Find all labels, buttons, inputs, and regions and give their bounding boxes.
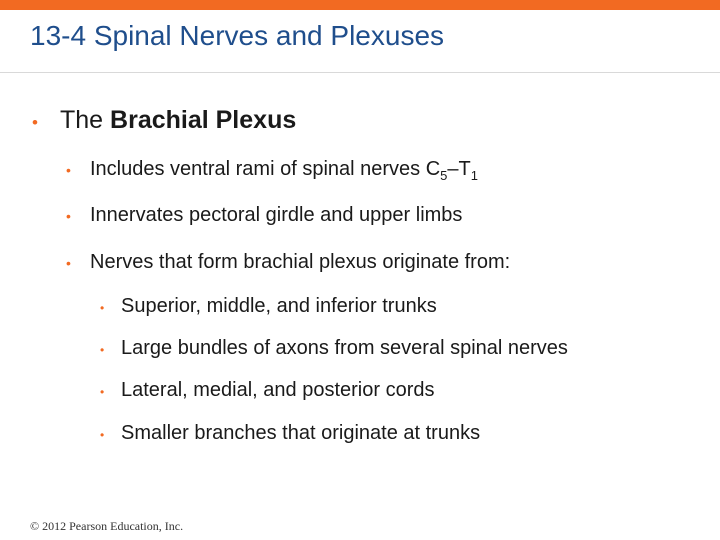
sub-sub-bullet-text: Lateral, medial, and posterior cords bbox=[121, 379, 435, 401]
bullet-bold-term: Brachial Plexus bbox=[110, 106, 297, 134]
bullet-dot-icon: • bbox=[100, 343, 105, 357]
bullet-dot-icon: • bbox=[32, 113, 38, 132]
top-accent-bar bbox=[0, 0, 720, 10]
bullet-dot-icon: • bbox=[66, 208, 71, 224]
copyright-notice: © 2012 Pearson Education, Inc. bbox=[30, 519, 184, 533]
sub-sub-bullet-branches bbox=[100, 422, 480, 445]
sub-bullet-ventral-rami bbox=[66, 158, 478, 181]
title-divider bbox=[0, 72, 720, 73]
sub-sub-bullet-cords bbox=[100, 379, 435, 402]
subscript: 1 bbox=[470, 168, 478, 183]
sub-bullet-text: Innervates pectoral girdle and upper limbs bbox=[90, 204, 463, 226]
bullet-dot-icon: • bbox=[100, 301, 105, 315]
subscript: 5 bbox=[440, 168, 448, 183]
bullet-text bbox=[60, 106, 296, 135]
sub-sub-bullet-trunks bbox=[100, 295, 437, 318]
text-segment: Includes ventral rami of spinal nerves C bbox=[90, 158, 441, 180]
bullet-brachial-plexus bbox=[30, 106, 296, 135]
sub-sub-bullet-text: Smaller branches that originate at trunks bbox=[121, 422, 481, 444]
sub-sub-bullet-text: Large bundles of axons from several spinal nerves bbox=[121, 337, 568, 359]
sub-sub-bullet-text: Superior, middle, and inferior trunks bbox=[121, 295, 437, 317]
bullet-dot-icon: • bbox=[66, 255, 71, 271]
bullet-dot-icon: • bbox=[66, 162, 71, 178]
sub-bullet-text bbox=[90, 158, 478, 181]
text-segment: –T bbox=[447, 158, 471, 180]
bullet-dot-icon: • bbox=[100, 428, 105, 442]
slide-title: 13-4 Spinal Nerves and Plexuses bbox=[30, 20, 445, 51]
bullet-prefix: The bbox=[60, 106, 111, 134]
bullet-dot-icon: • bbox=[100, 385, 105, 399]
sub-sub-bullet-bundles bbox=[100, 337, 568, 360]
sub-bullet-innervates bbox=[66, 204, 462, 227]
sub-bullet-text: Nerves that form brachial plexus originate from: bbox=[90, 251, 511, 273]
sub-bullet-originate bbox=[66, 251, 510, 274]
